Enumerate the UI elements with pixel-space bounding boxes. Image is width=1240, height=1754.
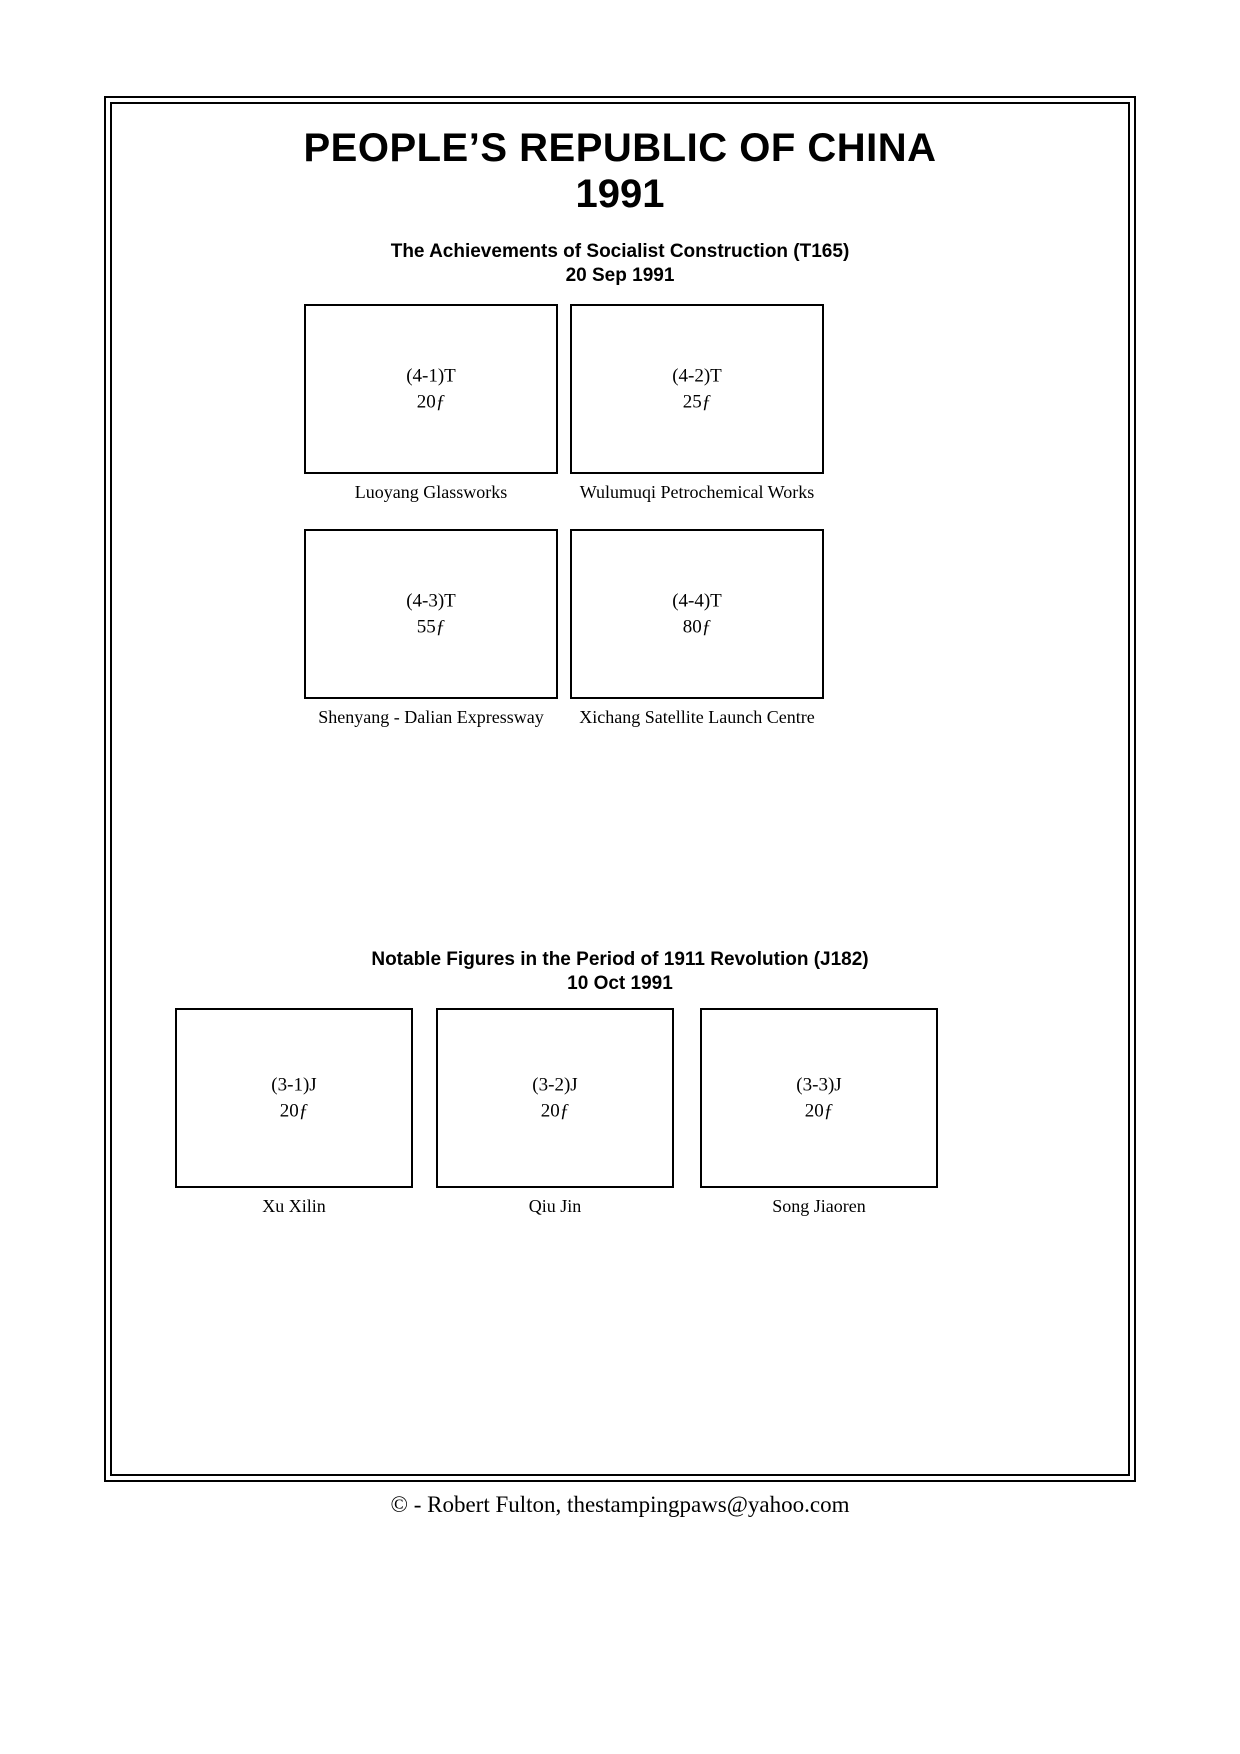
stamp-caption-3-3-j: Song Jiaoren <box>772 1196 866 1216</box>
stamp-label-group <box>306 588 556 639</box>
stamp-label-group <box>572 588 822 639</box>
currency-symbol: ƒ <box>435 391 446 412</box>
set-title-t165: The Achievements of Socialist Construction (T165) <box>390 241 850 262</box>
set-title-j182: Notable Figures in the Period of 1911 Revolution (J182) <box>371 949 869 970</box>
page-title: PEOPLE’S REPUBLIC OF CHINA <box>303 126 937 170</box>
stamp-label-group <box>572 363 822 414</box>
denomination-value: 20 <box>540 1100 560 1121</box>
stamp-denomination <box>177 1098 411 1124</box>
stamp-label-group <box>702 1072 936 1123</box>
set-date-j182: 10 Oct 1991 <box>567 972 673 994</box>
stamp-number: (3-3)J <box>796 1074 842 1096</box>
set-date-t165: 20 Sep 1991 <box>565 264 675 286</box>
stamp-denomination <box>438 1098 672 1124</box>
stamp-number: (4-4)T <box>672 590 722 612</box>
stamp-denomination <box>572 614 822 640</box>
stamp-number: (3-2)J <box>532 1074 578 1096</box>
stamp-caption-4-3-t: Shenyang - Dalian Expressway <box>318 707 544 727</box>
stamp-denomination <box>306 389 556 415</box>
currency-symbol: ƒ <box>435 616 446 637</box>
currency-symbol: ƒ <box>701 391 712 412</box>
stamp-box-4-2-t[interactable] <box>570 304 824 474</box>
stamp-denomination <box>702 1098 936 1124</box>
stamp-label-group <box>306 363 556 414</box>
currency-symbol: ƒ <box>701 616 712 637</box>
stamp-label-group <box>438 1072 672 1123</box>
stamp-caption-4-4-t: Xichang Satellite Launch Centre <box>579 707 815 727</box>
stamp-label-group <box>177 1072 411 1123</box>
denomination-value: 20 <box>416 391 436 412</box>
stamp-caption-4-1-t: Luoyang Glassworks <box>354 482 508 502</box>
stamp-number: (3-1)J <box>271 1074 317 1096</box>
stamp-number: (4-2)T <box>672 365 722 387</box>
denomination-value: 25 <box>682 391 702 412</box>
page-year: 1991 <box>575 172 665 216</box>
stamp-box-3-3-j[interactable] <box>700 1008 938 1188</box>
set-header-t165 <box>112 240 1128 288</box>
stamp-box-3-1-j[interactable] <box>175 1008 413 1188</box>
currency-symbol: ƒ <box>559 1100 570 1121</box>
stamp-caption-3-1-j: Xu Xilin <box>262 1196 326 1216</box>
page-footer-credit: © - Robert Fulton, thestampingpaws@yahoo.com <box>390 1492 850 1517</box>
page-content <box>112 104 1128 1474</box>
stamp-caption-4-2-t: Wulumuqi Petrochemical Works <box>579 482 815 502</box>
stamp-box-4-3-t[interactable] <box>304 529 558 699</box>
denomination-value: 55 <box>416 616 436 637</box>
denomination-value: 20 <box>279 1100 299 1121</box>
denomination-value: 80 <box>682 616 702 637</box>
stamp-caption-3-2-j: Qiu Jin <box>528 1196 582 1216</box>
stamp-denomination <box>306 614 556 640</box>
stamp-number: (4-1)T <box>406 365 456 387</box>
stamp-number: (4-3)T <box>406 590 456 612</box>
stamp-box-4-1-t[interactable] <box>304 304 558 474</box>
set-header-j182 <box>112 948 1128 996</box>
stamp-box-3-2-j[interactable] <box>436 1008 674 1188</box>
stamp-box-4-4-t[interactable] <box>570 529 824 699</box>
denomination-value: 20 <box>804 1100 824 1121</box>
currency-symbol: ƒ <box>298 1100 309 1121</box>
stamp-denomination <box>572 389 822 415</box>
currency-symbol: ƒ <box>823 1100 834 1121</box>
